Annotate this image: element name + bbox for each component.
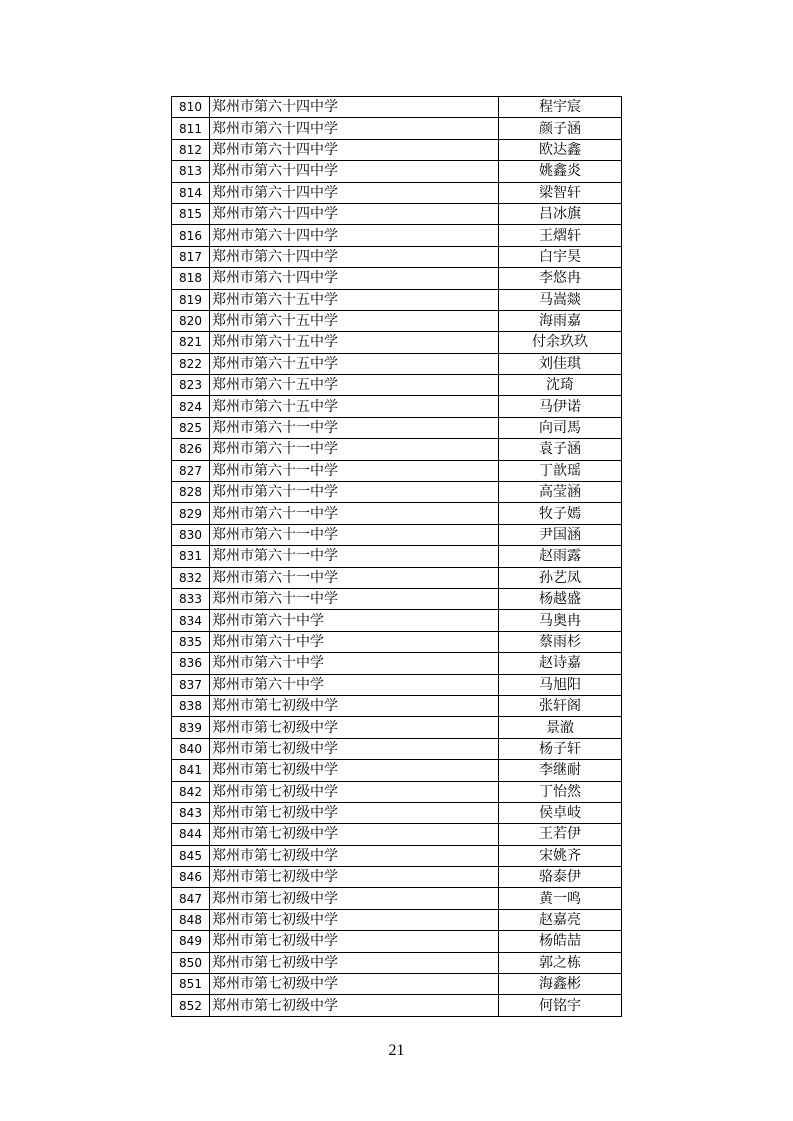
table-row (172, 845, 622, 866)
school-name: 郑州市第六十五中学 (210, 396, 499, 417)
row-number: 816 (172, 225, 210, 246)
student-name: 向司馬 (499, 417, 622, 438)
student-name: 杨子轩 (499, 738, 622, 759)
row-number: 810 (172, 97, 210, 118)
school-name: 郑州市第六十一中学 (210, 460, 499, 481)
table-row (172, 824, 622, 845)
school-name: 郑州市第六十四中学 (210, 268, 499, 289)
table-row (172, 524, 622, 545)
student-name: 颜子涵 (499, 118, 622, 139)
table-row (172, 717, 622, 738)
student-name: 丁怡然 (499, 781, 622, 802)
student-name: 赵诗嘉 (499, 653, 622, 674)
row-number: 814 (172, 182, 210, 203)
school-name: 郑州市第七初级中学 (210, 738, 499, 759)
row-number: 812 (172, 139, 210, 160)
roster-table (171, 96, 622, 1017)
student-name: 王若伊 (499, 824, 622, 845)
student-name: 高莹涵 (499, 482, 622, 503)
row-number: 826 (172, 439, 210, 460)
row-number: 824 (172, 396, 210, 417)
row-number: 829 (172, 503, 210, 524)
table-row (172, 118, 622, 139)
table-row (172, 546, 622, 567)
school-name: 郑州市第六十四中学 (210, 118, 499, 139)
table-row (172, 246, 622, 267)
roster-table-body (172, 97, 622, 1017)
student-name: 景澈 (499, 717, 622, 738)
school-name: 郑州市第六十一中学 (210, 439, 499, 460)
row-number: 851 (172, 974, 210, 995)
student-name: 李悠冉 (499, 268, 622, 289)
student-name: 马旭阳 (499, 674, 622, 695)
school-name: 郑州市第六十一中学 (210, 567, 499, 588)
row-number: 844 (172, 824, 210, 845)
table-row (172, 289, 622, 310)
table-row (172, 802, 622, 823)
row-number: 848 (172, 909, 210, 930)
student-name: 吕冰旗 (499, 203, 622, 224)
school-name: 郑州市第六十中学 (210, 610, 499, 631)
student-name: 欧达鑫 (499, 139, 622, 160)
row-number: 852 (172, 995, 210, 1016)
table-row (172, 695, 622, 716)
school-name: 郑州市第六十四中学 (210, 139, 499, 160)
row-number: 840 (172, 738, 210, 759)
school-name: 郑州市第六十中学 (210, 674, 499, 695)
row-number: 838 (172, 695, 210, 716)
table-row (172, 225, 622, 246)
table-row (172, 482, 622, 503)
student-name: 黄一鸣 (499, 888, 622, 909)
student-name: 刘佳琪 (499, 353, 622, 374)
school-name: 郑州市第六十一中学 (210, 417, 499, 438)
student-name: 海鑫彬 (499, 974, 622, 995)
row-number: 817 (172, 246, 210, 267)
table-row (172, 738, 622, 759)
student-name: 牧子嫣 (499, 503, 622, 524)
school-name: 郑州市第六十四中学 (210, 203, 499, 224)
table-row (172, 439, 622, 460)
school-name: 郑州市第六十四中学 (210, 182, 499, 203)
table-row (172, 674, 622, 695)
school-name: 郑州市第七初级中学 (210, 760, 499, 781)
table-row (172, 332, 622, 353)
school-name: 郑州市第七初级中学 (210, 695, 499, 716)
table-row (172, 396, 622, 417)
table-row (172, 631, 622, 652)
school-name: 郑州市第七初级中学 (210, 952, 499, 973)
school-name: 郑州市第七初级中学 (210, 717, 499, 738)
student-name: 赵雨露 (499, 546, 622, 567)
student-name: 付余玖玖 (499, 332, 622, 353)
table-row (172, 417, 622, 438)
student-name: 张轩阁 (499, 695, 622, 716)
student-name: 杨越盛 (499, 588, 622, 609)
table-row (172, 610, 622, 631)
table-row (172, 310, 622, 331)
student-name: 马伊诺 (499, 396, 622, 417)
student-name: 海雨嘉 (499, 310, 622, 331)
table-row (172, 182, 622, 203)
row-number: 822 (172, 353, 210, 374)
row-number: 815 (172, 203, 210, 224)
row-number: 813 (172, 161, 210, 182)
student-name: 何铭宇 (499, 995, 622, 1016)
school-name: 郑州市第六十五中学 (210, 332, 499, 353)
row-number: 830 (172, 524, 210, 545)
row-number: 820 (172, 310, 210, 331)
school-name: 郑州市第七初级中学 (210, 909, 499, 930)
row-number: 837 (172, 674, 210, 695)
student-name: 宋姚齐 (499, 845, 622, 866)
school-name: 郑州市第七初级中学 (210, 824, 499, 845)
table-row (172, 268, 622, 289)
row-number: 836 (172, 653, 210, 674)
student-name: 沈琦 (499, 375, 622, 396)
student-name: 赵嘉亮 (499, 909, 622, 930)
school-name: 郑州市第六十四中学 (210, 161, 499, 182)
student-name: 马奥冉 (499, 610, 622, 631)
student-name: 侯卓岐 (499, 802, 622, 823)
row-number: 841 (172, 760, 210, 781)
row-number: 847 (172, 888, 210, 909)
school-name: 郑州市第七初级中学 (210, 781, 499, 802)
school-name: 郑州市第六十四中学 (210, 246, 499, 267)
student-name: 白宇昊 (499, 246, 622, 267)
row-number: 831 (172, 546, 210, 567)
table-row (172, 974, 622, 995)
table-row (172, 567, 622, 588)
school-name: 郑州市第六十四中学 (210, 97, 499, 118)
table-row (172, 97, 622, 118)
row-number: 828 (172, 482, 210, 503)
row-number: 823 (172, 375, 210, 396)
table-row (172, 161, 622, 182)
row-number: 839 (172, 717, 210, 738)
row-number: 846 (172, 867, 210, 888)
table-row (172, 653, 622, 674)
school-name: 郑州市第六十中学 (210, 653, 499, 674)
table-row (172, 375, 622, 396)
student-name: 姚鑫炎 (499, 161, 622, 182)
student-name: 王熠轩 (499, 225, 622, 246)
school-name: 郑州市第七初级中学 (210, 888, 499, 909)
row-number: 827 (172, 460, 210, 481)
row-number: 832 (172, 567, 210, 588)
table-row (172, 931, 622, 952)
school-name: 郑州市第六十一中学 (210, 546, 499, 567)
table-row (172, 460, 622, 481)
school-name: 郑州市第六十五中学 (210, 310, 499, 331)
student-name: 郭之栋 (499, 952, 622, 973)
table-row (172, 888, 622, 909)
row-number: 811 (172, 118, 210, 139)
table-row (172, 867, 622, 888)
school-name: 郑州市第六十中学 (210, 631, 499, 652)
table-row (172, 139, 622, 160)
school-name: 郑州市第七初级中学 (210, 974, 499, 995)
row-number: 845 (172, 845, 210, 866)
table-row (172, 909, 622, 930)
school-name: 郑州市第六十一中学 (210, 524, 499, 545)
table-row (172, 952, 622, 973)
row-number: 825 (172, 417, 210, 438)
school-name: 郑州市第六十五中学 (210, 353, 499, 374)
student-name: 骆泰伊 (499, 867, 622, 888)
student-name: 梁智轩 (499, 182, 622, 203)
table-row (172, 781, 622, 802)
school-name: 郑州市第七初级中学 (210, 845, 499, 866)
student-name: 程宇宸 (499, 97, 622, 118)
page-number: 21 (388, 1042, 405, 1059)
table-row (172, 203, 622, 224)
student-name: 尹国涵 (499, 524, 622, 545)
row-number: 843 (172, 802, 210, 823)
school-name: 郑州市第七初级中学 (210, 802, 499, 823)
school-name: 郑州市第七初级中学 (210, 995, 499, 1016)
row-number: 834 (172, 610, 210, 631)
school-name: 郑州市第七初级中学 (210, 931, 499, 952)
row-number: 835 (172, 631, 210, 652)
student-name: 马嵩燚 (499, 289, 622, 310)
student-name: 孙艺凤 (499, 567, 622, 588)
row-number: 842 (172, 781, 210, 802)
school-name: 郑州市第六十一中学 (210, 503, 499, 524)
student-name: 杨皓喆 (499, 931, 622, 952)
school-name: 郑州市第六十一中学 (210, 588, 499, 609)
row-number: 818 (172, 268, 210, 289)
student-name: 李继耐 (499, 760, 622, 781)
student-name: 袁子涵 (499, 439, 622, 460)
table-row (172, 353, 622, 374)
table-row (172, 588, 622, 609)
row-number: 849 (172, 931, 210, 952)
student-name: 蔡雨杉 (499, 631, 622, 652)
school-name: 郑州市第六十一中学 (210, 482, 499, 503)
student-name: 丁歆瑶 (499, 460, 622, 481)
table-row (172, 503, 622, 524)
row-number: 850 (172, 952, 210, 973)
school-name: 郑州市第七初级中学 (210, 867, 499, 888)
table-row (172, 995, 622, 1016)
row-number: 833 (172, 588, 210, 609)
row-number: 821 (172, 332, 210, 353)
school-name: 郑州市第六十五中学 (210, 375, 499, 396)
school-name: 郑州市第六十五中学 (210, 289, 499, 310)
school-name: 郑州市第六十四中学 (210, 225, 499, 246)
table-row (172, 760, 622, 781)
row-number: 819 (172, 289, 210, 310)
